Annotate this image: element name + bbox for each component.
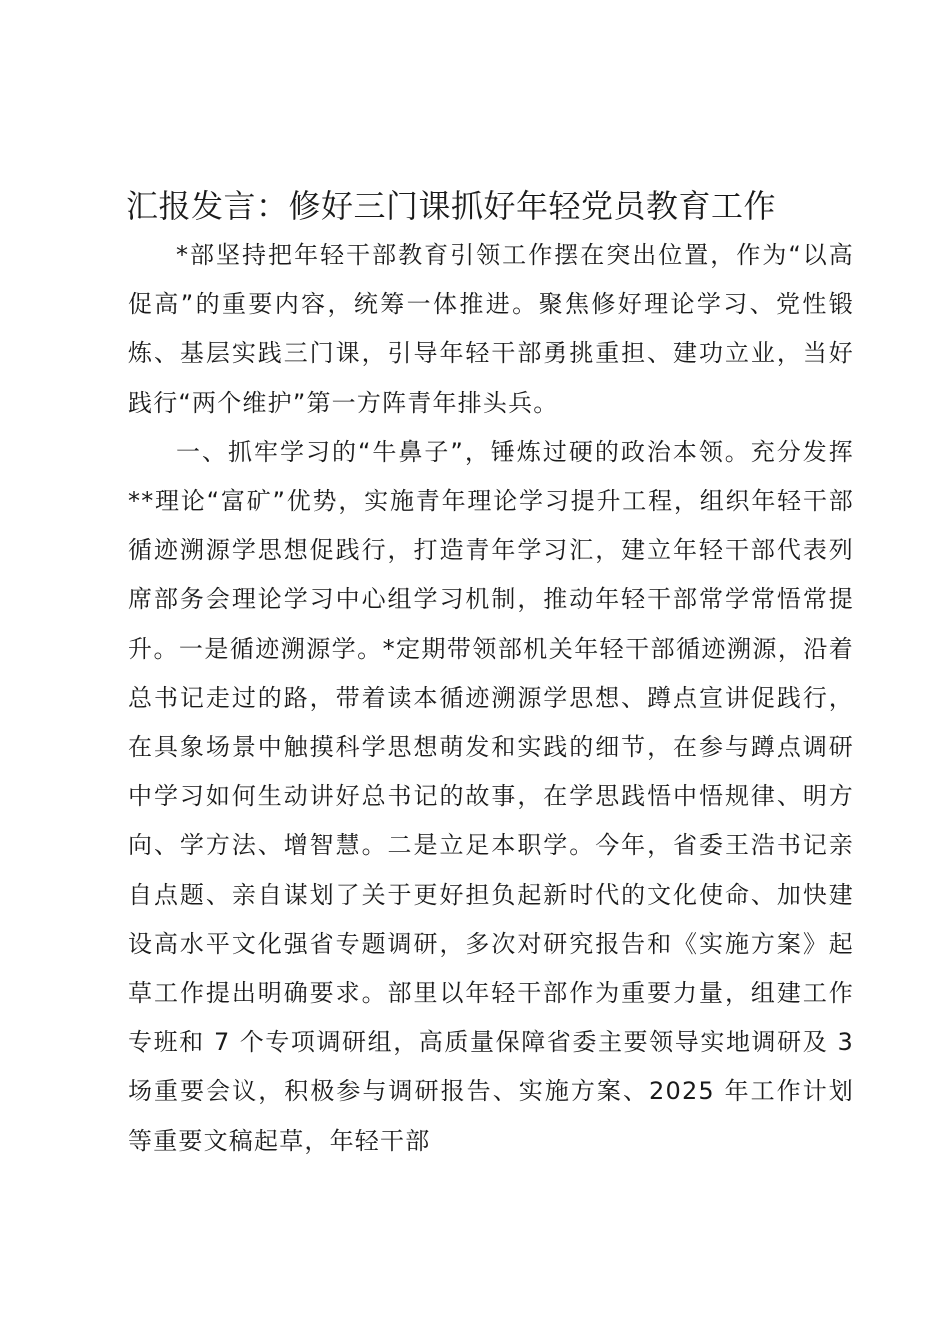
document-body — [128, 231, 854, 1166]
paragraph-intro: *部坚持把年轻干部教育引领工作摆在突出位置，作为“以高促高”的重要内容，统筹一体推进。聚焦修好理论学习、党性锻炼、基层实践三门课，引导年轻干部勇挑重担、建功立业，当好践行“两个维护”第一方阵青年排头兵。 — [128, 241, 854, 417]
document-title: 汇报发言：修好三门课抓好年轻党员教育工作 — [126, 187, 777, 225]
paragraph-section-one: 一、抓牢学习的“牛鼻子”，锤炼过硬的政治本领。充分发挥**理论“富矿”优势，实施青年理论学习提升工程，组织年轻干部循迹溯源学思想促践行，打造青年学习汇，建立年轻干部代表列席部务会理论学习中心组学习机制，推动年轻干部常学常悟常提升。一是循迹溯源学。*定期带领部机关年轻干部循迹溯源，沿着总书记走过的路，带着读本循迹溯源学思想、蹲点宣讲促践行，在具象场景中触摸科学思想萌发和实践的细节，在参与蹲点调研中学习如何生动讲好总书记的故事，在学思践悟中悟规律、明方向、学方法、增智慧。二是立足本职学。今年，省委王浩书记亲自点题、亲自谋划了关于更好担负起新时代的文化使命、加快建设高水平文化强省专题调研，多次对研究报告和《实施方案》起草工作提出明确要求。部里以年轻干部作为重要力量，组建工作专班和 7 个专项调研组，高质量保障省委主要领导实地调研及 3 场重要会议，积极参与调研报告、实施方案、2025 年工作计划等重要文稿起草，年轻干部 — [128, 437, 854, 1155]
